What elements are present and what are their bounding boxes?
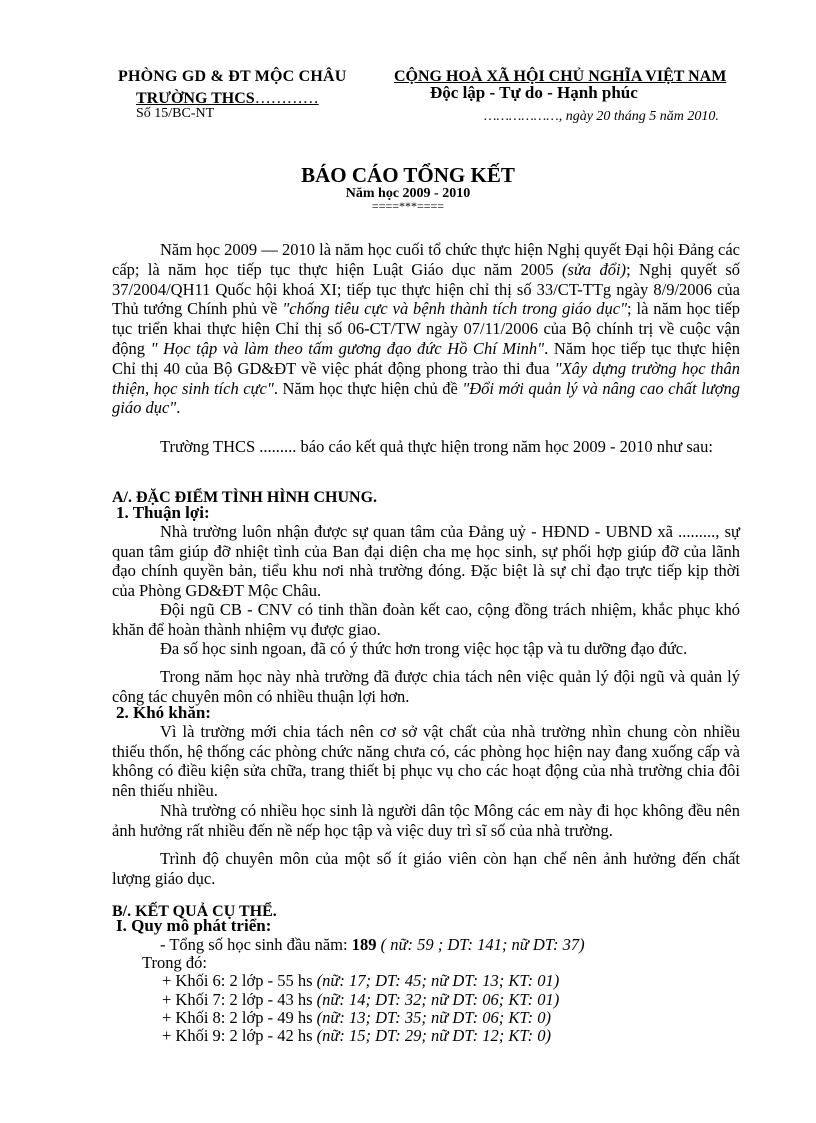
total-label: - Tổng số học sinh đầu năm:	[160, 935, 352, 954]
grade-detail: (nữ: 13; DT: 35; nữ DT: 06; KT: 0)	[316, 1008, 551, 1027]
of-which-label: Trong đó:	[142, 953, 207, 972]
advantages-para-3: Đa số học sinh ngoan, đã có ý thức hơn trong việc học tập và tu dưỡng đạo đức.	[160, 639, 688, 658]
difficulties-para-2: Nhà trường có nhiều học sinh là người dân tộc Mông các em này đi học không đều nên ảnh hưởng rất nhiều đến nề nếp học tập và việc duy trì sĩ số của nhà trường.	[112, 801, 740, 840]
intro-text-8: "Xây dựng trường học thân thiện, học sinh tích cực"	[112, 358, 740, 398]
grade-label: + Khối 8: 2 lớp - 49 hs	[162, 1008, 317, 1027]
advantages-heading: 1. Thuận lợi:	[116, 503, 210, 522]
country-name: CỘNG HOÀ XÃ HỘI CHỦ NGHĨA VIỆT NAM	[394, 68, 727, 85]
document-number: Số 15/BC-NT	[136, 106, 215, 121]
grade-detail: (nữ: 14; DT: 32; nữ DT: 06; KT: 01)	[316, 990, 560, 1009]
difficulties-para-3: Trình độ chuyên môn của một số ít giáo viên còn hạn chế nên ảnh hưởng đến chất lượng giáo dục.	[112, 849, 740, 888]
difficulties-heading: 2. Khó khăn:	[116, 703, 211, 722]
school-year: Năm học 2009 - 2010	[345, 186, 471, 201]
intro-text-3: ; Nghị quyết số 37/2004/QH11 Quốc hội khoá XI; tiếp tục thực hiện chỉ thị số 33/CT-TTg ngày 8/9/2006 của Thủ tướng Chính phủ về	[112, 259, 740, 319]
advantages-para-4: Trong năm học này nhà trường đã được chia tách nên việc quản lý đội ngũ và quản lý công tác chuyên môn có nhiều thuận lợi hơn.	[112, 667, 740, 706]
advantages-para-2: Đội ngũ CB - CNV có tinh thần đoàn kết cao, cộng đồng trách nhiệm, khắc phục khó khăn để hoàn thành nhiệm vụ được giao.	[112, 600, 740, 639]
school-dots: …………	[254, 90, 319, 107]
grade-label: + Khối 9: 2 lớp - 42 hs	[162, 1026, 317, 1045]
section-b-heading: B/. KẾT QUẢ CỤ THỂ.	[112, 903, 277, 920]
grade-detail: (nữ: 15; DT: 29; nữ DT: 12; KT: 0)	[316, 1026, 551, 1045]
grade-detail: (nữ: 17; DT: 45; nữ DT: 13; KT: 01)	[316, 971, 560, 990]
total-detail: ( nữ: 59 ; DT: 141; nữ DT: 37)	[376, 935, 585, 954]
intro-text-11: .	[176, 398, 181, 418]
grade-row	[162, 1008, 551, 1027]
intro-paragraph-2: Trường THCS ......... báo cáo kết quả thực hiện trong năm học 2009 - 2010 như sau:	[160, 437, 713, 456]
intro-text-9: . Năm học thực hiện chủ đề	[273, 378, 463, 398]
total-number: 189	[351, 935, 377, 954]
grade-label: + Khối 6: 2 lớp - 55 hs	[162, 971, 317, 990]
total-students	[160, 935, 585, 954]
section-a-heading: A/. ĐẶC ĐIỂM TÌNH HÌNH CHUNG.	[112, 489, 378, 506]
intro-text-10: "Đổi mới quản lý và nâng cao chất lượng giáo dục"	[112, 378, 741, 418]
intro-text-6: " Học tập và làm theo tấm gương đạo đức Hồ Chí Minh"	[150, 338, 545, 358]
report-title: BÁO CÁO TỔNG KẾT	[301, 163, 515, 187]
intro-paragraph	[112, 240, 740, 418]
intro-text-4: "chống tiêu cực và bệnh thành tích trong giáo dục"	[282, 299, 628, 319]
title-divider: ====***====	[371, 199, 445, 213]
grade-row	[162, 971, 559, 990]
scale-heading: I. Quy mô phát triển:	[116, 916, 272, 935]
grade-row	[162, 1026, 551, 1045]
school-label: TRƯỜNG THCS	[136, 90, 255, 107]
department-name: PHÒNG GD & ĐT MỘC CHÂU	[118, 68, 347, 85]
national-motto: Độc lập - Tự do - Hạnh phúc	[430, 83, 638, 102]
grade-label: + Khối 7: 2 lớp - 43 hs	[162, 990, 317, 1009]
intro-text-1: Năm học 2009 — 2010 là năm học cuối tổ chức thực hiện Nghị quyết Đại hội Đảng các cấp; là năm học tiếp tục thực hiện Luật Giáo dục năm 2005	[112, 240, 740, 279]
grade-row	[162, 990, 559, 1009]
advantages-para-1: Nhà trường luôn nhận được sự quan tâm của Đảng uỷ - HĐND - UBND xã ........., sự quan tâm giúp đỡ nhiệt tình của Ban đại diện cha mẹ học sinh, sự phối hợp giúp đỡ của lãnh đạo chính quyền bản, tiểu khu nơi nhà trường đóng. Đặc biệt là sự chỉ đạo trực tiếp kịp thời của Phòng GD&ĐT Mộc Châu.	[112, 522, 740, 600]
intro-text-7: . Năm học tiếp tục thực hiện Chỉ thị 40 của Bộ GD&ĐT về việc phát động phong trào thi đua	[112, 338, 741, 378]
difficulties-para-1: Vì là trường mới chia tách nên cơ sở vật chất của nhà trường nhìn chung còn nhiều thiếu thốn, hệ thống các phòng chức năng chưa có, các phòng học hiện nay đang xuống cấp và không có điều kiện sửa chữa, trang thiết bị phục vụ cho các hoạt động của nhà trường chia đôi nên thiếu nhiều.	[112, 722, 740, 800]
date-line: ………………, ngày 20 tháng 5 năm 2010.	[484, 109, 719, 124]
intro-text-5: ; là năm học tiếp tục triển khai thực hiện Chỉ thị số 06-CT/TW ngày 07/11/2006 của Bộ chính trị về cuộc vận động	[112, 299, 740, 358]
intro-text-2: (sửa đổi)	[561, 259, 627, 279]
